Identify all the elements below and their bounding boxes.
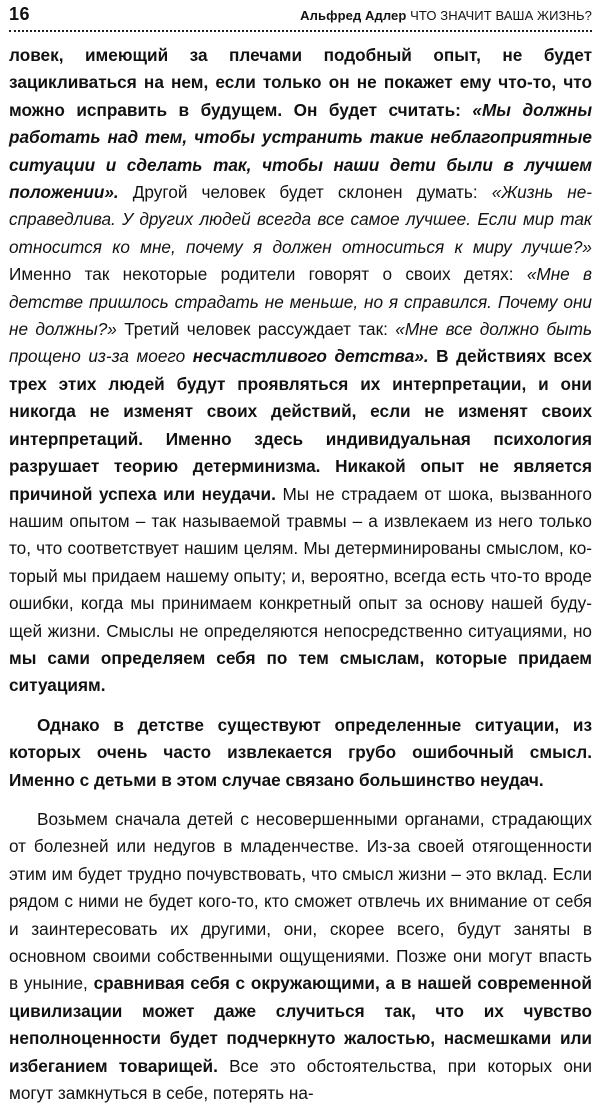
text-run: несчастливого детства». — [192, 346, 429, 367]
text-run: мы сами определяем себя по тем смыслам, которые придаем ситуациям. — [9, 647, 592, 696]
text-run: «Мне в детстве пришлось страдать не меньше, но я справился. Почему они не должны?» — [9, 264, 592, 340]
text-run: «Мы должны работать над тем, чтобы устранить такие неблагоприятные ситуации и сделать так, чтобы наши дети были в лучшем положении». — [9, 99, 592, 203]
text-run: Именно так некоторые родители говорят о своих детях: — [9, 264, 527, 285]
paragraph-1 — [9, 42, 592, 700]
running-header — [9, 4, 592, 32]
paragraph-3 — [9, 806, 592, 1107]
text-run: Возьмем сначала детей с несовершенными органами, страдающих от болезней или недугов в младенчестве. Из-за своей отягощенности этим им будет трудно почувствовать, что смысл жизни – это вклад. Если рядом с ними не будет кого-то, кто сможет отвлечь их внимание от себя и заинтересовать их другими, они, скорее всего, будут заняты в основном своими собственными ощущениями. Позже они могут впасть в уныние, — [9, 808, 592, 994]
text-run: «Мне все должно быть прощено из-за моего — [9, 319, 592, 367]
text-run: Третий человек рассуждает так: — [116, 319, 396, 340]
text-run: В действиях всех трех этих людей будут проявляться их интерпретации, и они никогда не изменят своих действий, если не изменят своих интерпретаций. Именно здесь индивидуальная психология разрушает теорию детерминизма. Никакой опыт не является причиной успеха или неудачи. — [9, 346, 592, 504]
text-run: Однако в детстве существуют определенные ситуации, из которых очень часто извлекается грубо ошибочный смысл. Именно с детьми в этом случае связано большинство неудач. — [9, 714, 592, 790]
text-run: «Жизнь несправедлива. У других людей всегда все самое лучшее. Если мир так относится ко мне, почему я должен относиться к миру лучше?» — [9, 182, 592, 257]
paragraph-2 — [9, 712, 592, 794]
text-run: Другой человек будет склонен думать: — [118, 182, 492, 203]
text-run: сравнивая себя с окружающими, а в нашей современной цивилизации может даже случиться так, что их чувство неполноценности будет подчеркнуто жалостью, насмешками или избеганием товарищей. — [9, 973, 592, 1076]
text-run: ловек, имеющий за плечами подобный опыт, не будет зацикливаться на нем, если только он не покажет ему что-то, что можно исправить в будущем. Он будет считать: — [9, 45, 592, 120]
text-run: Мы не страдаем от шока, вызванного нашим опытом – так называемой травмы – а извлекаем из него только то, что соответствует нашим целям. Мы детерминированы смыслом, который мы придаем нашему опыту; и, вероятно, всегда есть что-то вроде ошибки, когда мы принимаем конкретный опыт за основу нашей будущей жизни. Смыслы не определяются непосредственно ситуациями, но — [9, 483, 592, 641]
text-run: Все это обстоятельства, при которых они могут замкнуться в себе, потерять на- — [9, 1055, 592, 1104]
author-name: Альфред Адлер — [300, 8, 407, 23]
running-title — [300, 8, 592, 23]
page-number: 16 — [9, 4, 31, 24]
book-title: ЧТО ЗНАЧИТ ВАША ЖИЗНЬ? — [410, 8, 592, 23]
body-text — [9, 42, 592, 1107]
